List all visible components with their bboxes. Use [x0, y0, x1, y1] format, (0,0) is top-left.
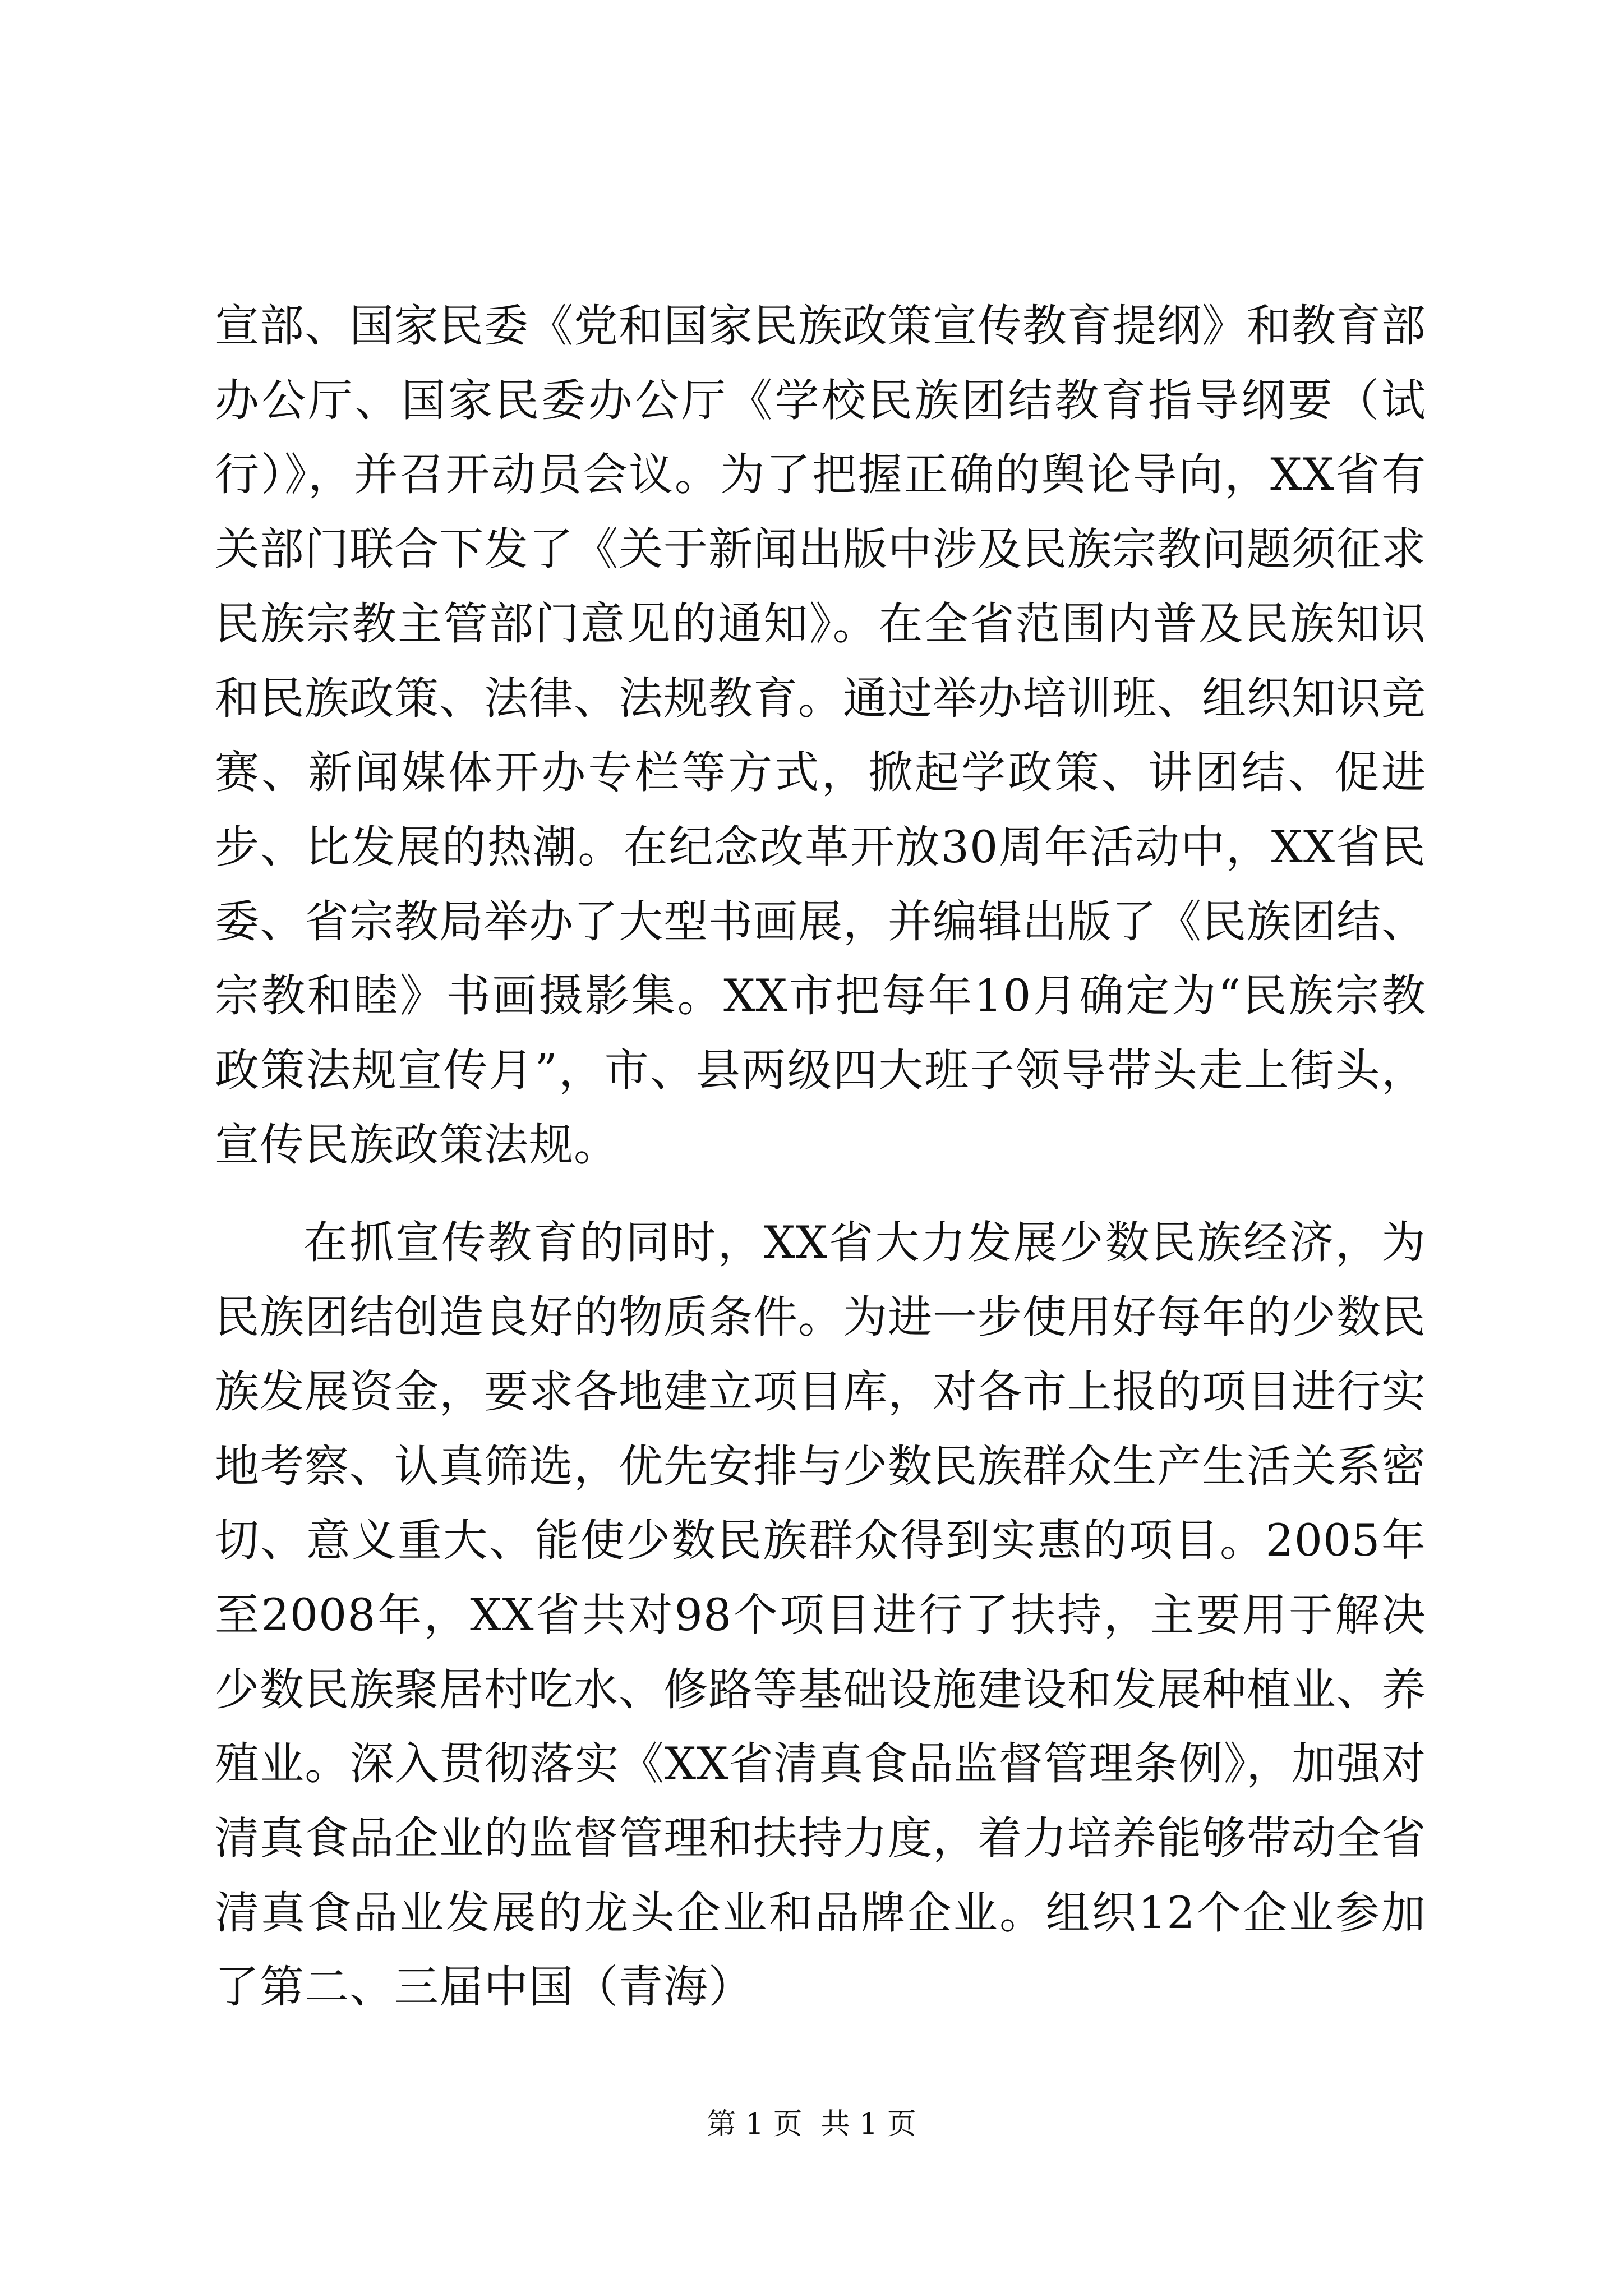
document-body [215, 289, 1426, 2024]
page-number-label: 第 1 页 共 1 页 [707, 2108, 916, 2141]
page-footer [0, 2105, 1623, 2144]
paragraph-1: 宣部、国家民委《党和国家民族政策宣传教育提纲》和教育部办公厅、国家民委办公厅《学校民族团结教育指导纲要（试行）》，并召开动员会议。为了把握正确的舆论导向，XX省有关部门联合下发了《关于新闻出版中涉及民族宗教问题须征求民族宗教主管部门意见的通知》。在全省范围内普及民族知识和民族政策、法律、法规教育。通过举办培训班、组织知识竞赛、新闻媒体开办专栏等方式，掀起学政策、讲团结、促进步、比发展的热潮。在纪念改革开放30周年活动中，XX省民委、省宗教局举办了大型书画展，并编辑出版了《民族团结、宗教和睦》书画摄影集。XX市把每年10月确定为“民族宗教政策法规宣传月”，市、县两级四大班子领导带头走上街头，宣传民族政策法规。 [215, 300, 1426, 1171]
paragraph-2: 在抓宣传教育的同时，XX省大力发展少数民族经济，为民族团结创造良好的物质条件。为进一步使用好每年的少数民族发展资金，要求各地建立项目库，对各市上报的项目进行实地考察、认真筛选，优先安排与少数民族群众生产生活关系密切、意义重大、能使少数民族群众得到实惠的项目。2005年至2008年，XX省共对98个项目进行了扶持，主要用于解决少数民族聚居村吃水、修路等基础设施建设和发展种植业、养殖业。深入贯彻落实《XX省清真食品监督管理条例》，加强对清真食品企业的监督管理和扶持力度，着力培养能够带动全省清真食品业发展的龙头企业和品牌企业。组织12个企业参加了第二、三届中国（青海） [215, 1217, 1426, 2013]
